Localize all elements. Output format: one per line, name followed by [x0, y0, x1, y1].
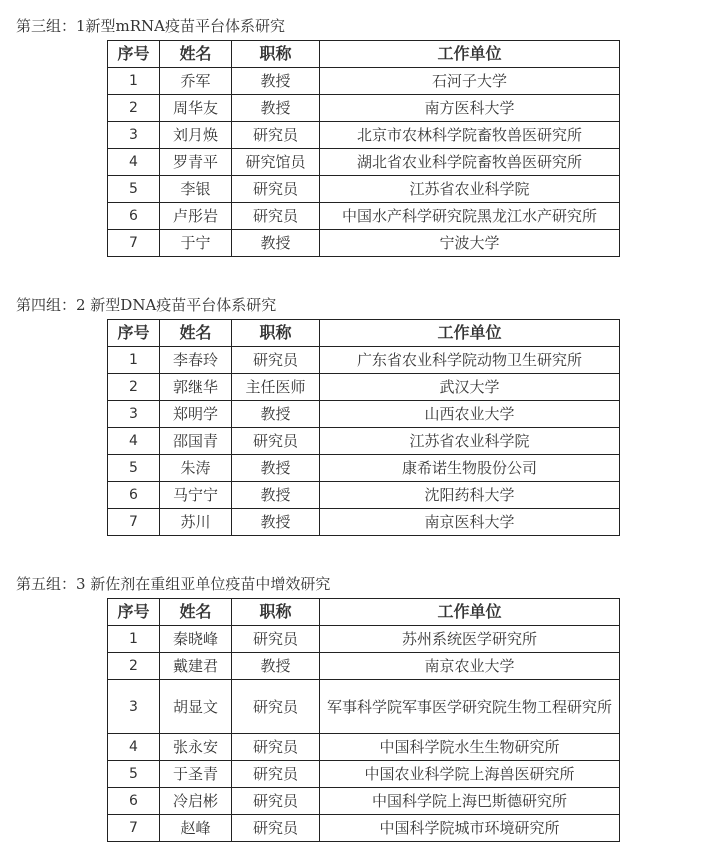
- table-row: [108, 230, 620, 257]
- cell-title: 研究员: [232, 815, 320, 842]
- cell-affiliation: 武汉大学: [320, 374, 620, 401]
- cell-name: 冷启彬: [160, 788, 232, 815]
- cell-name: 卢彤岩: [160, 203, 232, 230]
- section-title-group-5: 第五组：3 新佐剂在重组亚单位疫苗中增效研究: [16, 575, 331, 593]
- cell-affiliation: 北京市农林科学院畜牧兽医研究所: [320, 122, 620, 149]
- section-title-group-4: 第四组：2 新型DNA疫苗平台体系研究: [16, 296, 277, 314]
- cell-affiliation: 山西农业大学: [320, 401, 620, 428]
- table-row: [108, 509, 620, 536]
- cell-index: 7: [108, 509, 160, 536]
- cell-index: 4: [108, 734, 160, 761]
- table-row: [108, 761, 620, 788]
- table-row: [108, 122, 620, 149]
- header-name: 姓名: [160, 41, 232, 68]
- cell-title: 教授: [232, 653, 320, 680]
- table-row: [108, 95, 620, 122]
- table-header-row: [108, 41, 620, 68]
- cell-affiliation: 中国农业科学院上海兽医研究所: [320, 761, 620, 788]
- cell-name: 于圣青: [160, 761, 232, 788]
- cell-name: 乔军: [160, 68, 232, 95]
- cell-name: 胡显文: [160, 680, 232, 734]
- table-row: [108, 482, 620, 509]
- cell-name: 苏川: [160, 509, 232, 536]
- header-affiliation: 工作单位: [320, 599, 620, 626]
- cell-name: 李银: [160, 176, 232, 203]
- cell-index: 4: [108, 149, 160, 176]
- cell-title: 研究员: [232, 788, 320, 815]
- cell-index: 1: [108, 68, 160, 95]
- cell-affiliation: 军事科学院军事医学研究院生物工程研究所: [320, 680, 620, 734]
- cell-name: 于宁: [160, 230, 232, 257]
- header-title: 职称: [232, 320, 320, 347]
- table-row: [108, 734, 620, 761]
- cell-affiliation: 南方医科大学: [320, 95, 620, 122]
- table-row: [108, 347, 620, 374]
- table-row: [108, 455, 620, 482]
- cell-name: 周华友: [160, 95, 232, 122]
- cell-affiliation: 中国科学院城市环境研究所: [320, 815, 620, 842]
- header-index: 序号: [108, 599, 160, 626]
- cell-title: 教授: [232, 401, 320, 428]
- members-table-group-4: [107, 319, 620, 536]
- cell-title: 研究员: [232, 203, 320, 230]
- cell-title: 研究员: [232, 680, 320, 734]
- cell-index: 7: [108, 815, 160, 842]
- cell-affiliation: 中国科学院水生生物研究所: [320, 734, 620, 761]
- cell-name: 刘月焕: [160, 122, 232, 149]
- table-row: [108, 374, 620, 401]
- cell-name: 赵峰: [160, 815, 232, 842]
- cell-index: 3: [108, 122, 160, 149]
- cell-title: 教授: [232, 455, 320, 482]
- header-index: 序号: [108, 41, 160, 68]
- table-row: [108, 653, 620, 680]
- cell-affiliation: 南京农业大学: [320, 653, 620, 680]
- cell-index: 7: [108, 230, 160, 257]
- cell-affiliation: 江苏省农业科学院: [320, 176, 620, 203]
- members-table-group-5: [107, 598, 620, 842]
- cell-affiliation: 中国水产科学研究院黑龙江水产研究所: [320, 203, 620, 230]
- table-row: [108, 815, 620, 842]
- table-row: [108, 176, 620, 203]
- cell-title: 研究员: [232, 122, 320, 149]
- cell-name: 郑明学: [160, 401, 232, 428]
- cell-name: 秦晓峰: [160, 626, 232, 653]
- cell-affiliation: 广东省农业科学院动物卫生研究所: [320, 347, 620, 374]
- table-header-row: [108, 320, 620, 347]
- cell-index: 3: [108, 401, 160, 428]
- members-table-group-3: [107, 40, 620, 257]
- section-title-group-3: 第三组：1新型mRNA疫苗平台体系研究: [16, 17, 286, 35]
- cell-title: 教授: [232, 482, 320, 509]
- cell-index: 1: [108, 347, 160, 374]
- cell-name: 马宁宁: [160, 482, 232, 509]
- cell-index: 5: [108, 176, 160, 203]
- cell-name: 戴建君: [160, 653, 232, 680]
- cell-index: 5: [108, 455, 160, 482]
- cell-title: 主任医师: [232, 374, 320, 401]
- cell-name: 郭继华: [160, 374, 232, 401]
- header-affiliation: 工作单位: [320, 41, 620, 68]
- header-title: 职称: [232, 599, 320, 626]
- cell-title: 教授: [232, 230, 320, 257]
- cell-affiliation: 宁波大学: [320, 230, 620, 257]
- header-name: 姓名: [160, 320, 232, 347]
- cell-name: 邵国青: [160, 428, 232, 455]
- cell-affiliation: 江苏省农业科学院: [320, 428, 620, 455]
- cell-name: 朱涛: [160, 455, 232, 482]
- cell-affiliation: 苏州系统医学研究所: [320, 626, 620, 653]
- cell-index: 2: [108, 374, 160, 401]
- table-row: [108, 788, 620, 815]
- cell-index: 2: [108, 95, 160, 122]
- cell-title: 研究员: [232, 761, 320, 788]
- cell-title: 研究馆员: [232, 149, 320, 176]
- cell-name: 罗青平: [160, 149, 232, 176]
- cell-index: 6: [108, 788, 160, 815]
- table-row: [108, 428, 620, 455]
- header-name: 姓名: [160, 599, 232, 626]
- header-title: 职称: [232, 41, 320, 68]
- cell-index: 3: [108, 680, 160, 734]
- cell-title: 研究员: [232, 347, 320, 374]
- cell-index: 5: [108, 761, 160, 788]
- cell-title: 研究员: [232, 428, 320, 455]
- table-header-row: [108, 599, 620, 626]
- cell-affiliation: 石河子大学: [320, 68, 620, 95]
- cell-affiliation: 沈阳药科大学: [320, 482, 620, 509]
- cell-name: 张永安: [160, 734, 232, 761]
- cell-index: 6: [108, 482, 160, 509]
- cell-name: 李春玲: [160, 347, 232, 374]
- table-row: [108, 68, 620, 95]
- cell-title: 研究员: [232, 734, 320, 761]
- cell-title: 研究员: [232, 626, 320, 653]
- table-row: [108, 680, 620, 734]
- cell-index: 4: [108, 428, 160, 455]
- table-row: [108, 401, 620, 428]
- cell-index: 1: [108, 626, 160, 653]
- header-affiliation: 工作单位: [320, 320, 620, 347]
- cell-affiliation: 康希诺生物股份公司: [320, 455, 620, 482]
- table-row: [108, 203, 620, 230]
- cell-title: 研究员: [232, 176, 320, 203]
- cell-title: 教授: [232, 509, 320, 536]
- header-index: 序号: [108, 320, 160, 347]
- cell-index: 2: [108, 653, 160, 680]
- cell-affiliation: 中国科学院上海巴斯德研究所: [320, 788, 620, 815]
- table-row: [108, 626, 620, 653]
- cell-title: 教授: [232, 95, 320, 122]
- cell-index: 6: [108, 203, 160, 230]
- cell-affiliation: 湖北省农业科学院畜牧兽医研究所: [320, 149, 620, 176]
- cell-title: 教授: [232, 68, 320, 95]
- table-row: [108, 149, 620, 176]
- cell-affiliation: 南京医科大学: [320, 509, 620, 536]
